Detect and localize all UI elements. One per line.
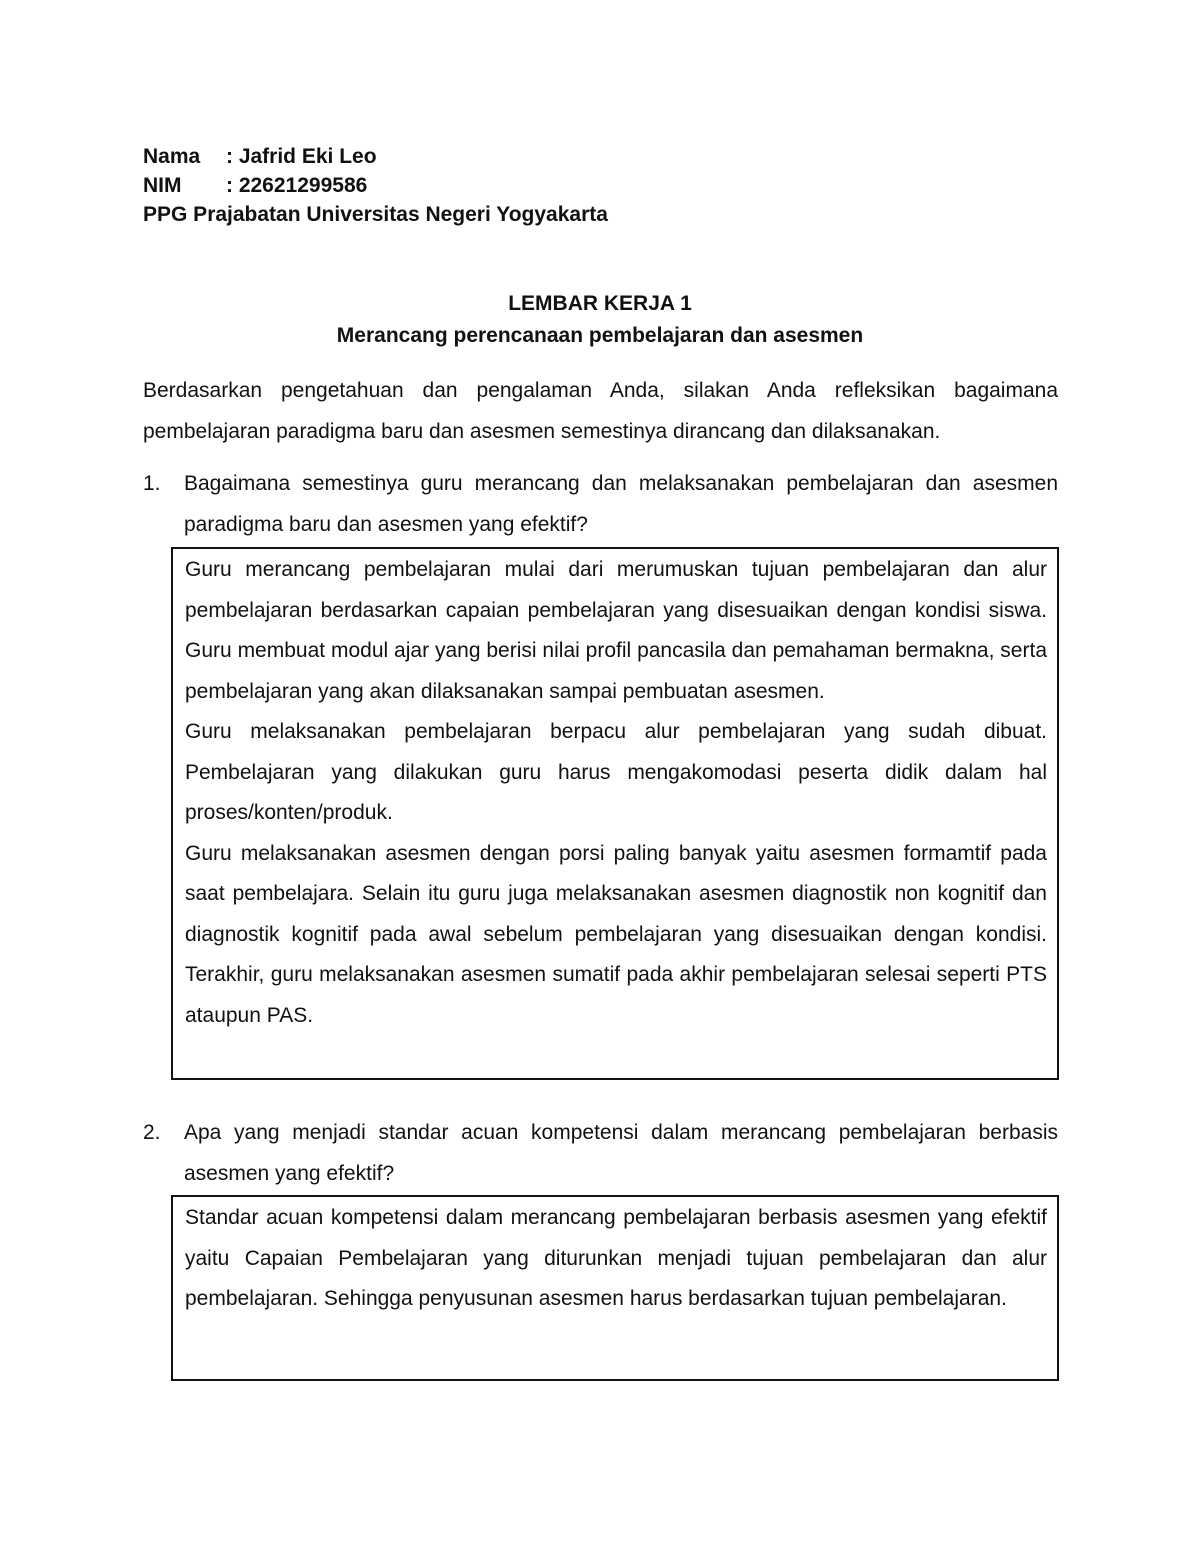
program-name: PPG Prajabatan Universitas Negeri Yogyakarta [143,203,608,226]
name-value: : Jafrid Eki Leo [226,145,377,168]
question-2-text: Apa yang menjadi standar acuan kompetensi dalam merancang pembelajaran berbasis asesmen yang efektif? [184,1121,1058,1185]
nim-row [143,171,608,200]
question-1-text: Bagaimana semestinya guru merancang dan melaksanakan pembelajaran dan asesmen paradigma baru dan asesmen yang efektif? [184,472,1058,536]
document-subtitle: Merancang perencanaan pembelajaran dan asesmen [336,324,864,347]
document-title: LEMBAR KERJA 1 [508,292,692,315]
answer-box-1 [171,547,1059,1080]
nim-label: NIM [143,174,182,197]
question-2-number: 2. [143,1121,161,1144]
name-label: Nama [143,145,201,168]
program-row [143,200,608,229]
nim-value: : 22621299586 [226,174,368,197]
answer-1-paragraph-1: Guru merancang pembelajaran mulai dari merumuskan tujuan pembelajaran dan alur pembelajaran berdasarkan capaian pembelajaran yang disesuaikan dengan kondisi siswa. Guru membuat modul ajar yang berisi nilai profil pancasila dan pemahaman bermakna, serta pembelajaran yang akan dilaksanakan sampai pembuatan asesmen. [185,558,1047,703]
answer-2-paragraph-1: Standar acuan kompetensi dalam merancang pembelajaran berbasis asesmen yang efektif yaitu Capaian Pembelajaran yang diturunkan menjadi tujuan pembelajaran dan alur pembelajaran. Sehingga penyusunan asesmen harus berdasarkan tujuan pembelajaran. [185,1206,1047,1310]
document-titles [0,288,1200,352]
answer-1-paragraph-2: Guru melaksanakan pembelajaran berpacu alur pembelajaran yang sudah dibuat. Pembelajaran yang dilakukan guru harus mengakomodasi peserta didik dalam hal proses/konten/produk. [185,720,1047,824]
answer-box-2 [171,1195,1059,1381]
answer-1-paragraph-3: Guru melaksanakan asesmen dengan porsi paling banyak yaitu asesmen formamtif pada saat pembelajara. Selain itu guru juga melaksanakan asesmen diagnostik non kognitif dan diagnostik kognitif pada awal sebelum pembelajaran yang disesuaikan dengan kondisi. Terakhir, guru melaksanakan asesmen sumatif pada akhir pembelajaran selesai seperti PTS ataupun PAS. [185,841,1047,1027]
name-row [143,142,608,171]
intro-paragraph: Berdasarkan pengetahuan dan pengalaman Anda, silakan Anda refleksikan bagaimana pembelajaran paradigma baru dan asesmen semestinya dirancang dan dilaksanakan. [143,379,1058,443]
question-1-number: 1. [143,472,161,495]
question-1 [143,463,1058,545]
identity-header [143,142,608,229]
question-2 [143,1112,1058,1194]
